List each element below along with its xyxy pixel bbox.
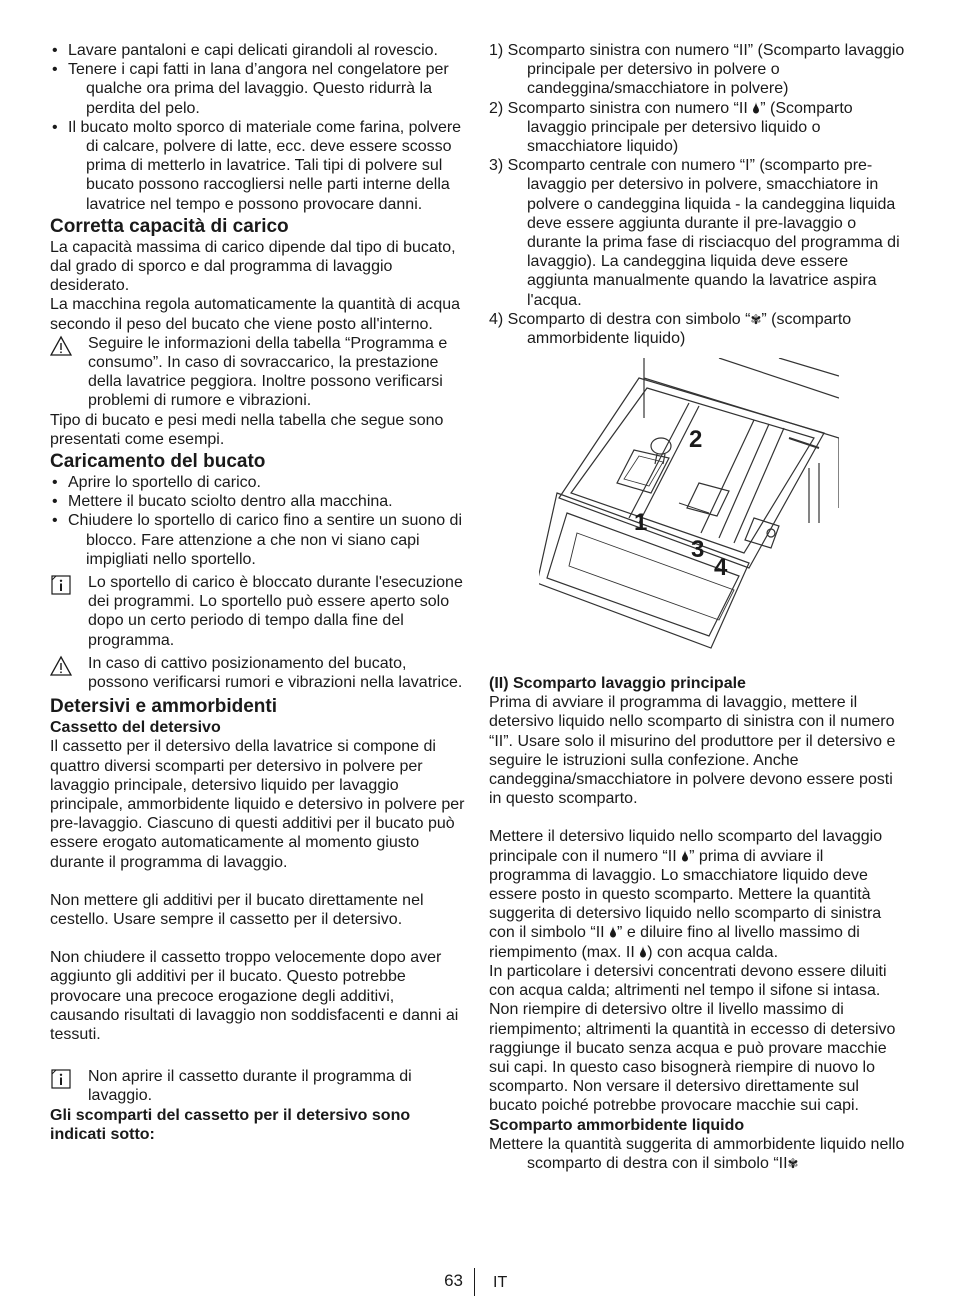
list-item-text: ” (Scomparto lavaggio principale per detersivo liquido o smacchiatore liquido) (527, 99, 853, 156)
list-item: • Aprire lo sportello di carico. (50, 473, 465, 492)
softener-flower-icon: ✾ (787, 1155, 799, 1171)
drawer-paragraph-2: Non mettere gli additivi per il bucato direttamente nel cestello. Usare sempre il cassetto per il detersivo. (50, 891, 424, 928)
main-wash-paragraph-2 (489, 827, 909, 961)
footer-divider (474, 1268, 475, 1296)
right-column (489, 41, 909, 1173)
detergent-drawer-figure (489, 348, 909, 668)
list-item: • Il bucato molto sporco di materiale come farina, polvere di calcare, polvere di latte, ecc. deve essere scosso prima di metterlo in lavatrice. Tali tipi di polvere sul bucato possono raccogliersi nelle parti interne della lavatrice nel tempo e possono provocare danni. (50, 118, 465, 214)
list-item: • Chiudere lo sportello di carico fino a sentire un suono di blocco. Fare attenzione a che non vi siano capi impigliati nello sportello. (50, 511, 465, 569)
capacity-warning-text: Seguire le informazioni della tabella “Programma e consumo”. In caso di sovraccarico, la prestazione della lavatrice peggiora. Inoltre possono verificarsi problemi di rumore e vibrazioni. (88, 334, 448, 410)
list-item: 3) Scomparto centrale con numero “I” (scomparto pre-lavaggio per detersivo in polvere, smacchiatore in polvere o candeggina liquida - la candeggina liquida deve essere aggiunta durante il pre-lavaggio o durante la prima fase di risciacquo del programma di lavaggio). La candeggina liquida deve essere aggiunta manualmente quando la lavatrice aspira l'acqua. (489, 157, 900, 309)
liquid-drop-icon (681, 850, 689, 862)
softener-paragraph (489, 1135, 909, 1173)
capacity-heading: Corretta capacità di carico (50, 215, 289, 237)
softener-heading: Scomparto ammorbidente liquido (489, 1116, 745, 1134)
main-wash-paragraph-1: Prima di avviare il programma di lavaggio, mettere il detersivo liquido nello scomparto di sinistra con il numero “II”. Usare solo il misurino del produttore per il detersivo e seguire le istruzioni sulla confezione. Anche candeggina/smacchiatore in polvere devono essere posti in questo scomparto. (489, 694, 896, 808)
figure-label-1: 1 (634, 509, 648, 537)
main-wash-text: ” prima di avviare il programma di lavaggio. Lo smacchiatore liquido deve essere posto in questo scomparto. Mettere la quantità suggerita di detersivo liquido nello scomparto di sinistra con il simbolo “II (489, 847, 882, 942)
list-item: 1) Scomparto sinistra con numero “II” (Scomparto lavaggio principale per detersivo in polvere o candeggina/smacchiatore in polvere) (489, 42, 905, 98)
loading-list (50, 473, 465, 569)
drawer-info-text: Non aprire il cassetto durante il programma di lavaggio. (88, 1068, 412, 1105)
info-icon (50, 1068, 72, 1090)
softener-text: Mettere la quantità suggerita di ammorbidente liquido nello scomparto di destra con il simbolo “II (489, 1135, 905, 1172)
info-icon (50, 574, 72, 596)
loading-heading: Caricamento del bucato (50, 451, 266, 473)
list-item: • Mettere il bucato sciolto dentro alla macchina. (50, 492, 465, 511)
list-item-text: 4) Scomparto di destra con simbolo “ (489, 310, 751, 328)
page-number: 63 (444, 1271, 463, 1290)
page-footer (0, 1268, 954, 1296)
drawer-info (50, 1067, 465, 1105)
drawer-heading: Cassetto del detersivo (50, 719, 221, 737)
list-item (489, 310, 909, 348)
capacity-warning (50, 334, 465, 411)
drawer-paragraph-1: Il cassetto per il detersivo della lavatrice si compone di quattro diversi scomparti per detersivo in polvere per lavaggio principale, detersivo liquido per lavaggio principale, ammorbidente liquido e detersivo in polvere per pre-lavaggio. Ciascuno di questi additivi per il bucato può essere erogato automaticamente al momento giusto durante il programma di lavaggio. (50, 738, 465, 871)
main-wash-heading: (II) Scomparto lavaggio principale (489, 675, 746, 693)
detergent-drawer-illustration (539, 358, 839, 658)
list-item-text: 2) Scomparto sinistra con numero “II (489, 99, 753, 117)
list-item: • Lavare pantaloni e capi delicati girandoli al rovescio. (50, 41, 465, 60)
main-wash-text: ) con acqua calda. (647, 943, 779, 961)
figure-label-4: 4 (714, 554, 728, 582)
softener-flower-icon: ✾ (750, 311, 762, 327)
loading-info-text: Lo sportello di carico è bloccato durante l'esecuzione dei programmi. Lo sportello può essere aperto solo dopo un certo periodo di tempo dalla fine del programma. (88, 574, 463, 649)
capacity-paragraph-3: Tipo di bucato e pesi medi nella tabella che segue sono presentati come esempi. (50, 411, 444, 448)
liquid-drop-icon (609, 926, 617, 938)
tips-list (50, 41, 465, 214)
loading-warning (50, 654, 465, 692)
drawer-paragraph-3: Non chiudere il cassetto troppo velocemente dopo aver aggiunto gli additivi per il bucato. Questo potrebbe provocare una precoce erogazione degli additivi, causando risultati di lavaggio non soddisfacenti e danni ai tessuti. (50, 949, 459, 1043)
list-item (489, 99, 909, 157)
loading-info (50, 573, 465, 650)
capacity-paragraph-1: La capacità massima di carico dipende dal tipo di bucato, dal grado di sporco e dal programma di lavaggio desiderato. (50, 238, 456, 295)
warning-icon (50, 655, 72, 677)
left-column (50, 41, 465, 1144)
main-wash-paragraph-3: In particolare i detersivi concentrati devono essere diluiti con acqua calda; altrimenti nel tempo il sifone si intasa. (489, 962, 887, 1000)
detergent-heading: Detersivi e ammorbidenti (50, 696, 278, 718)
loading-warning-text: In caso di cattivo posizionamento del bucato, possono verificarsi rumori e vibrazioni nella lavatrice. (88, 654, 463, 692)
main-wash-text: ” e diluire fino al livello massimo di riempimento (max. II (489, 924, 860, 961)
warning-icon (50, 335, 72, 357)
language-code: IT (493, 1274, 508, 1291)
main-wash-text: Mettere il detersivo liquido nello scomparto del lavaggio principale con il numero “II (489, 828, 883, 865)
figure-label-3: 3 (691, 536, 705, 564)
main-wash-paragraph-4: Non riempire di detersivo oltre il livello massimo di riempimento; altrimenti la quantità in eccesso di detersivo raggiunge il bucato senza acqua e può provare macchie sui capi. In questo caso bisognerà riempire di nuovo lo scomparto. Non versare il detersivo direttamente sul bucato poiché potrebbe provocare macchie sui capi. (489, 1001, 896, 1115)
compartments-intro: Gli scomparti del cassetto per il detersivo sono indicati sotto: (50, 1106, 411, 1143)
capacity-paragraph-2: La macchina regola automaticamente la quantità di acqua secondo il peso del bucato che viene posto all'interno. (50, 296, 461, 333)
list-item-text: ” (scomparto ammorbidente liquido) (527, 310, 852, 348)
compartment-list (489, 41, 909, 348)
list-item: • Tenere i capi fatti in lana d’angora nel congelatore per qualche ora prima del lavaggio. Questo ridurrà la perdita del pelo. (50, 60, 465, 118)
figure-label-2: 2 (689, 426, 703, 454)
